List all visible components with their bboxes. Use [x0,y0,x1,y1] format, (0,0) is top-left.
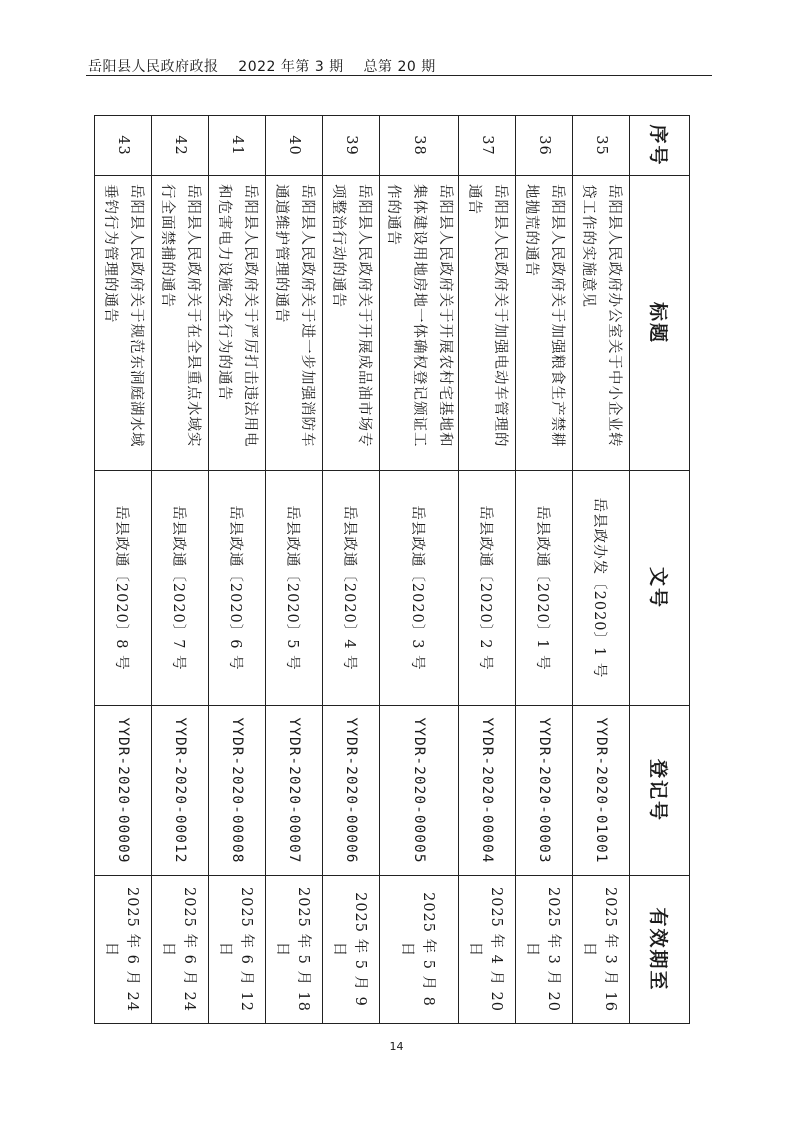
cell-reg-no: YYDR-2020-00003 [516,706,573,876]
cell-title: 岳阳县人民政府关于严厉打击违法用电和危害电力设施安全行为的通告 [209,176,266,471]
header-rule [86,75,712,76]
column-header-reg-no: 登记号 [630,706,690,876]
cell-valid-until: 2025 年 5 月 8 日 [380,876,459,1024]
normative-documents-table [94,115,690,1024]
cell-reg-no: YYDR-2020-00009 [95,706,152,876]
table-row [573,116,630,1024]
cell-seq: 40 [266,116,323,176]
cell-valid-until: 2025 年 3 月 16 日 [573,876,630,1024]
column-header-valid-until: 有效期至 [630,876,690,1024]
table-row [323,116,380,1024]
cell-seq: 43 [95,116,152,176]
cell-valid-until: 2025 年 4 月 20 日 [459,876,516,1024]
cell-reg-no: YYDR-2020-00006 [323,706,380,876]
cell-valid-until: 2025 年 5 月 9 日 [323,876,380,1024]
cell-title: 岳阳县人民政府关于开展农村宅基地和集体建设用地房地一体确权登记颁证工作的通告 [380,176,459,471]
table-row [516,116,573,1024]
cell-reg-no: YYDR-2020-01001 [573,706,630,876]
cell-seq: 42 [152,116,209,176]
cell-valid-until: 2025 年 6 月 24 日 [152,876,209,1024]
column-header-seq: 序号 [630,116,690,176]
table-row [152,116,209,1024]
cell-valid-until: 2025 年 6 月 12 日 [209,876,266,1024]
table-row [209,116,266,1024]
cell-doc-no: 岳县政通〔2020〕6 号 [209,471,266,706]
cell-doc-no: 岳县政通〔2020〕7 号 [152,471,209,706]
cell-seq: 41 [209,116,266,176]
cell-reg-no: YYDR-2020-00004 [459,706,516,876]
cell-title: 岳阳县人民政府关于加强电动车管理的通告 [459,176,516,471]
cell-doc-no: 岳县政通〔2020〕5 号 [266,471,323,706]
table-row [95,116,152,1024]
table-header-row [630,116,690,1024]
cell-seq: 37 [459,116,516,176]
table-row [459,116,516,1024]
cell-seq: 39 [323,116,380,176]
table-row [380,116,459,1024]
cell-title: 岳阳县人民政府关于在全县重点水域实行全面禁捕的通告 [152,176,209,471]
cell-doc-no: 岳县政通〔2020〕8 号 [95,471,152,706]
cell-seq: 35 [573,116,630,176]
cell-doc-no: 岳县政办发〔2020〕1 号 [573,471,630,706]
column-header-title: 标题 [630,176,690,471]
column-header-doc-no: 文号 [630,471,690,706]
running-header: 岳阳县人民政府政报 2022 年第 3 期 总第 20 期 [88,59,436,75]
cell-title: 岳阳县人民政府关于开展成品油市场专项整治行动的通告 [323,176,380,471]
table-row [266,116,323,1024]
table-container [102,115,690,1023]
cell-title: 岳阳县人民政府关于加强粮食生产禁耕地抛荒的通告 [516,176,573,471]
cell-valid-until: 2025 年 5 月 18 日 [266,876,323,1024]
cell-seq: 36 [516,116,573,176]
cell-valid-until: 2025 年 3 月 20 日 [516,876,573,1024]
cell-valid-until: 2025 年 6 月 24 日 [95,876,152,1024]
cell-doc-no: 岳县政通〔2020〕3 号 [380,471,459,706]
cell-seq: 38 [380,116,459,176]
cell-reg-no: YYDR-2020-00008 [209,706,266,876]
cell-title: 岳阳县人民政府关于规范东洞庭湖水域垂钓行为管理的通告 [95,176,152,471]
cell-reg-no: YYDR-2020-00005 [380,706,459,876]
cell-title: 岳阳县人民政府关于进一步加强消防车通道维护管理的通告 [266,176,323,471]
cell-doc-no: 岳县政通〔2020〕4 号 [323,471,380,706]
cell-doc-no: 岳县政通〔2020〕2 号 [459,471,516,706]
cell-reg-no: YYDR-2020-00012 [152,706,209,876]
cell-doc-no: 岳县政通〔2020〕1 号 [516,471,573,706]
page-number: 14 [389,1040,404,1053]
cell-reg-no: YYDR-2020-00007 [266,706,323,876]
cell-title: 岳阳县人民政府办公室关于中小企业转贷工作的实施意见 [573,176,630,471]
